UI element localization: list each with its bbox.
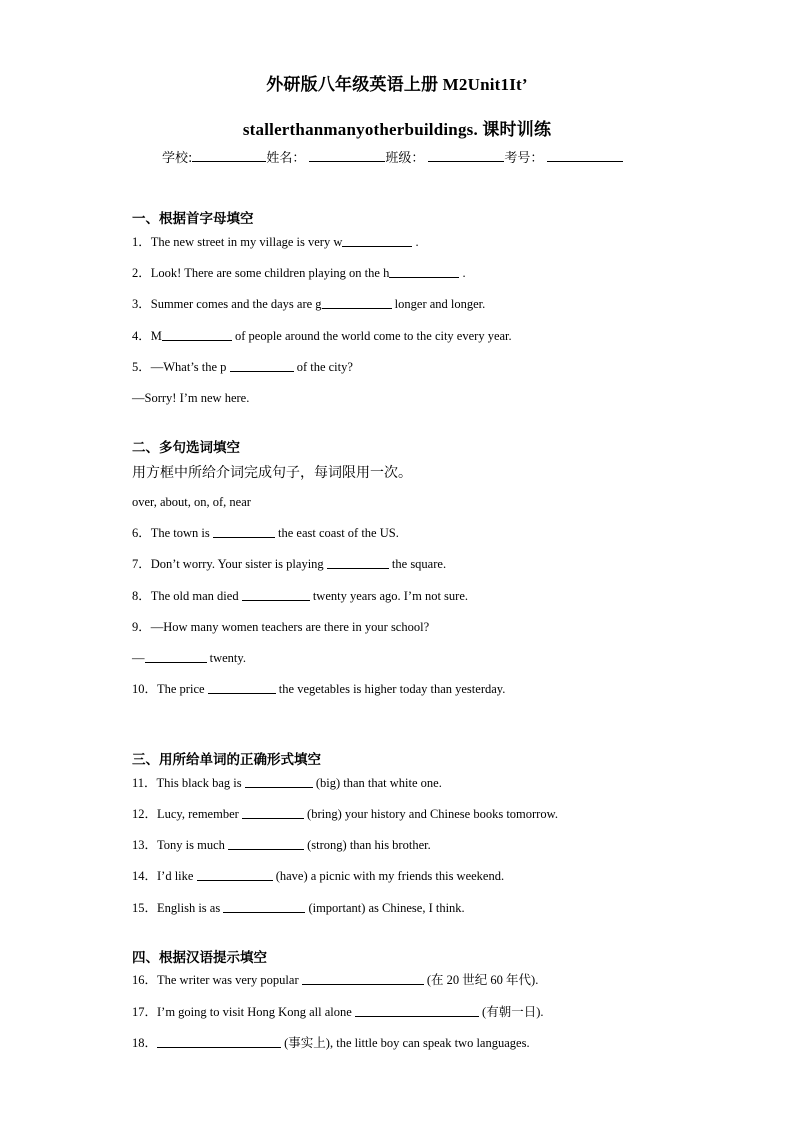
- answer-blank[interactable]: [208, 681, 276, 694]
- question-8: 8．The old man died twenty years ago. I’m not sure.: [132, 589, 468, 603]
- answer-blank[interactable]: [327, 556, 389, 569]
- document-title-line-2: stallerthanmanyotherbuildings. 课时训练: [242, 120, 552, 139]
- answer-blank[interactable]: [157, 1035, 281, 1048]
- class-blank[interactable]: [428, 149, 504, 162]
- question-18: 18． (事实上), the little boy can speak two languages.: [132, 1036, 530, 1050]
- answer-blank[interactable]: [228, 837, 304, 850]
- answer-blank[interactable]: [322, 296, 392, 309]
- question-16: 16．The writer was very popular (在 20 世纪 60 年代).: [132, 973, 539, 987]
- question-12: 12．Lucy, remember (bring) your history and Chinese books tomorrow.: [132, 807, 558, 821]
- answer-blank[interactable]: [230, 359, 294, 372]
- answer-blank[interactable]: [242, 588, 310, 601]
- question-5: 5．—What’s the p of the city?: [132, 360, 353, 374]
- answer-blank[interactable]: [197, 868, 273, 881]
- question-9: 9．—How many women teachers are there in your school?: [132, 620, 430, 634]
- question-13: 13．Tony is much (strong) than his brother.: [132, 838, 431, 852]
- class-label: 班级：: [385, 151, 425, 166]
- question-6: 6．The town is the east coast of the US.: [132, 526, 399, 540]
- section-2-heading: 二、多句选词填空: [132, 440, 240, 456]
- question-4: 4．M of people around the world come to the city every year.: [132, 329, 512, 343]
- word-bank: over, about, on, of, near: [132, 495, 251, 509]
- school-label: 学校:: [162, 151, 193, 166]
- number-blank[interactable]: [547, 149, 623, 162]
- answer-blank[interactable]: [302, 972, 424, 985]
- school-blank[interactable]: [192, 149, 266, 162]
- question-7: 7．Don’t worry. Your sister is playing the square.: [132, 557, 447, 571]
- answer-blank[interactable]: [213, 525, 275, 538]
- answer-blank[interactable]: [245, 775, 313, 788]
- question-5-response: —Sorry! I’m new here.: [132, 391, 250, 405]
- section-4-heading: 四、根据汉语提示填空: [132, 950, 267, 966]
- question-9-response: — twenty.: [132, 651, 246, 665]
- answer-blank[interactable]: [242, 806, 304, 819]
- student-info-line: [162, 147, 623, 166]
- number-label: 考号：: [504, 151, 544, 166]
- answer-blank[interactable]: [223, 900, 305, 913]
- answer-blank[interactable]: [162, 328, 232, 341]
- answer-blank[interactable]: [389, 265, 459, 278]
- question-17: 17．I’m going to visit Hong Kong all alone (有朝一日).: [132, 1005, 544, 1019]
- section-3-heading: 三、用所给单词的正确形式填空: [132, 752, 321, 768]
- name-blank[interactable]: [309, 149, 385, 162]
- question-2: 2．Look! There are some children playing on the h .: [132, 266, 466, 280]
- question-3: 3．Summer comes and the days are g longer and longer.: [132, 297, 486, 311]
- answer-blank[interactable]: [342, 234, 412, 247]
- answer-blank[interactable]: [145, 650, 207, 663]
- name-label: 姓名：: [266, 151, 306, 166]
- section-2-instruction: 用方框中所给介词完成句子，每词限用一次。: [132, 465, 412, 481]
- document-title-line-1: 外研版八年级英语上册 M2Unit1It’: [266, 75, 528, 94]
- section-1-heading: 一、根据首字母填空: [132, 211, 254, 227]
- question-1: 1．The new street in my village is very w .: [132, 235, 419, 249]
- question-15: 15．English is as (important) as Chinese, I think.: [132, 901, 465, 915]
- answer-blank[interactable]: [355, 1004, 479, 1017]
- question-14: 14．I’d like (have) a picnic with my friends this weekend.: [132, 869, 505, 883]
- question-11: 11．This black bag is (big) than that white one.: [132, 776, 442, 790]
- question-10: 10．The price the vegetables is higher today than yesterday.: [132, 682, 506, 696]
